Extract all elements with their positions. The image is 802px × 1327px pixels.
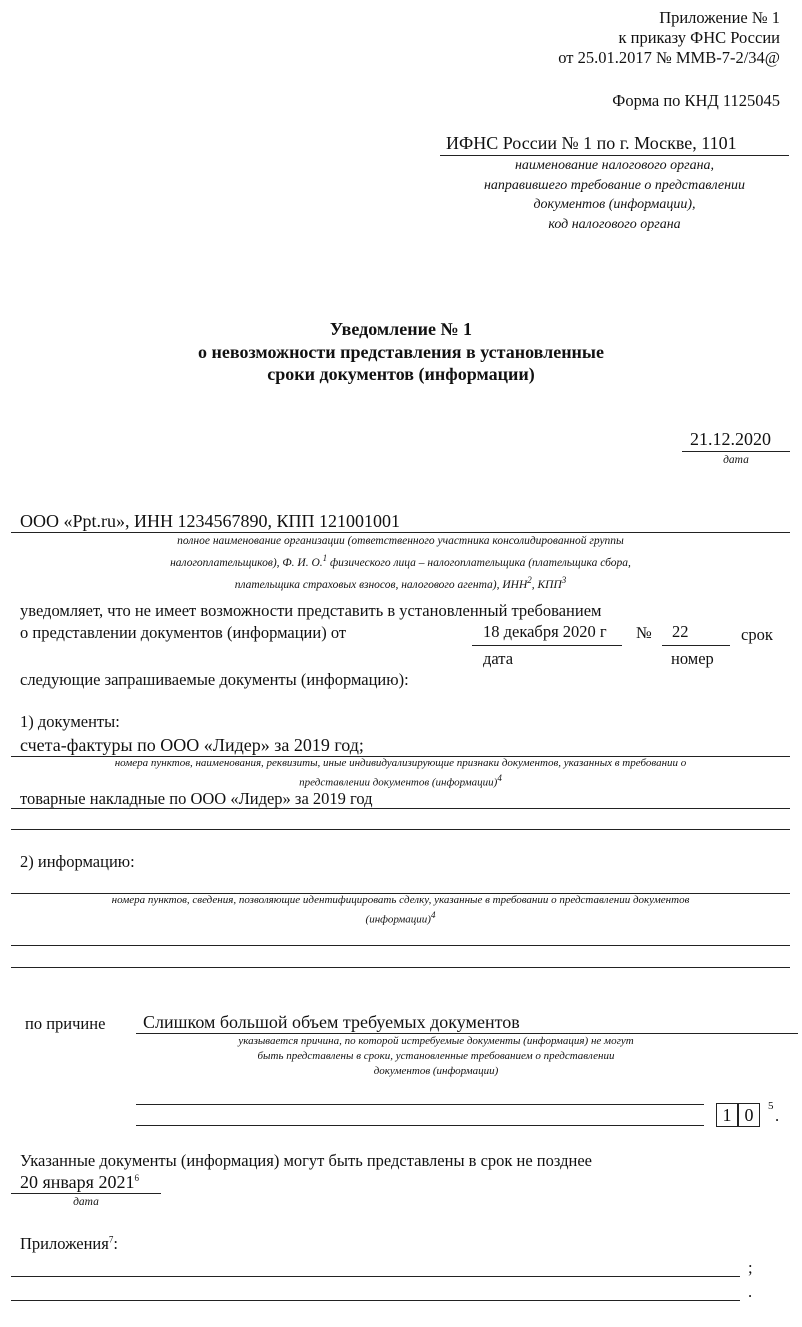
attachments-line1-end: ; [748,1258,753,1277]
information-label: 2) информацию: [20,852,135,871]
request-date-underline [472,645,622,646]
request-date-caption: дата [483,649,514,668]
title-line1: Уведомление № 1 [329,319,473,339]
documents-underline3 [11,829,790,830]
number-sign: № [636,623,652,642]
tax-authority-caption-line2: направившего требование о представлении [483,177,746,193]
appendix-line2: к приказу ФНС России [618,28,780,47]
reason-caption-line3: документов (информации) [373,1065,499,1077]
title-line2: о невозможности представления в установленные [198,341,604,362]
tax-authority-caption-line3: документов (информации), [533,197,696,212]
appendix-line1: Приложение № 1 [659,8,780,27]
organization-caption-line2b: физического лица – налогоплательщика (плательщика сбора, [327,556,631,569]
request-number-value: 22 [672,622,689,641]
deadline-text: Указанные документы (информация) могут быть представлены в срок не позднее [20,1151,592,1170]
tax-authority-caption-line4: код налогового органа [548,216,681,232]
request-date-value: 18 декабря 2020 г [483,622,607,641]
form-code: Форма по КНД 1125045 [612,91,780,110]
documents-caption-line1: номера пунктов, наименования, реквизиты, иные индивидуализирующие признаки документов, указанных в требовании о [114,757,687,769]
reason-code-end: . [775,1106,780,1125]
appendix-header [558,8,780,68]
reason-code-box2: 0 [738,1103,760,1127]
attachments-line1 [11,1276,740,1277]
appendix-line3: от 25.01.2017 № ММВ-7-2/34@ [558,48,780,67]
tax-authority-value: ИФНС России № 1 по г. Москве, 1101 [446,133,737,153]
information-underline2 [11,945,790,946]
documents-label: 1) документы: [20,712,120,731]
reason-label: по причине [25,1014,106,1033]
footnote-ref-7: 7 [108,1234,114,1245]
documents-caption-line2 [11,771,790,791]
organization-caption-line2a: налогоплательщиков), Ф. И. О. [170,556,323,569]
organization-caption [11,533,790,594]
information-caption-line2-text: (информации) [365,913,431,926]
information-underline3 [11,967,790,968]
reason-caption-line2: быть представлены в сроки, установленные требованием о представлении [257,1050,615,1062]
organization-caption-line3b: , КПП [531,578,562,591]
notice-line2: о представлении документов (информации) от [20,623,347,642]
documents-underline2 [11,808,790,809]
reason-code-box1: 1 [716,1103,738,1127]
deadline-value-wrap [20,1172,139,1193]
footnote-ref-1: 1 [322,553,328,563]
notice-date-caption: дата [723,454,749,466]
notice-line1: уведомляет, что не имеет возможности представить в установленный требованием [20,601,602,620]
reason-caption [136,1034,736,1079]
deadline-caption: дата [73,1196,99,1208]
deadline-value: 20 января 2021 [20,1172,135,1192]
information-caption-line1: номера пунктов, сведения, позволяющие идентифицировать сделку, указанные в требовании о представлении документов [111,894,690,906]
reason-blank-line1 [136,1104,704,1105]
organization-caption-line1: полное наименование организации (ответственного участника консолидированной группы [177,535,624,547]
footnote-ref-4b: 4 [430,910,436,920]
organization-value: ООО «Ppt.ru», ИНН 1234567890, КПП 121001001 [20,511,401,531]
organization-caption-line3 [11,572,790,594]
documents-value2: товарные накладные по ООО «Лидер» за 2019 год [20,789,373,808]
documents-value1: счета-фактуры по ООО «Лидер» за 2019 год; [20,735,364,755]
attachments-line2-end: . [748,1282,753,1301]
reason-code-footnote: 5 [768,1100,774,1112]
attachments-colon: : [113,1234,118,1253]
request-number-caption: номер [671,649,714,668]
organization-caption-line3a: плательщика страховых взносов, налогового агента), ИНН [234,578,528,591]
attachments-label: Приложения [20,1234,109,1253]
organization-caption-line2 [11,550,790,572]
request-number-underline [662,645,730,646]
information-caption-line2 [11,908,790,928]
tax-authority-caption [440,156,789,234]
documents-caption-line2-text: представлении документов (информации) [299,776,498,789]
reason-caption-line1: указывается причина, по которой истребуемые документы (информация) не могут [238,1035,634,1047]
attachments-line2 [11,1300,740,1301]
footnote-ref-2: 2 [527,574,532,585]
reason-value: Слишком большой объем требуемых документов [143,1012,520,1032]
tax-authority-caption-line1: наименование налогового органа, [514,158,715,173]
footnote-ref-3: 3 [561,574,567,585]
footnote-ref-4: 4 [497,773,502,783]
document-title [0,318,802,386]
term-word: срок [741,625,773,644]
notice-line3: следующие запрашиваемые документы (информацию): [20,670,409,689]
footnote-ref-6: 6 [134,1173,139,1183]
reason-blank-line2 [136,1125,704,1126]
information-caption [11,893,790,928]
title-line3: сроки документов (информации) [267,364,535,384]
attachments-label-wrap [20,1234,118,1254]
notice-date-value: 21.12.2020 [690,429,771,449]
documents-caption [11,756,790,791]
